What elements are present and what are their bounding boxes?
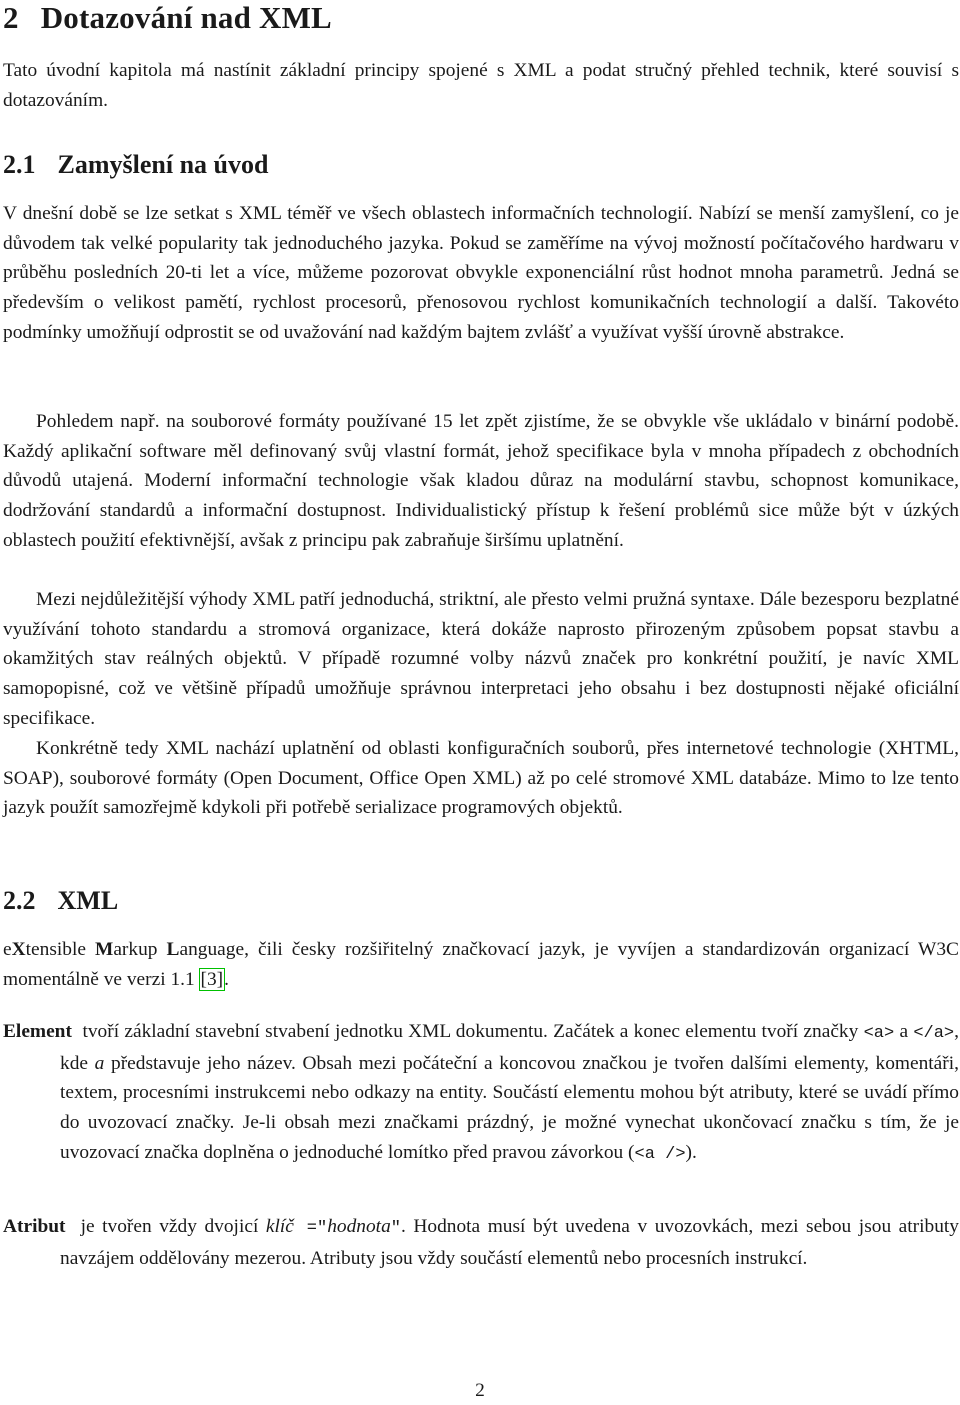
code-snippet: <a /> [634,1144,686,1164]
chapter-title: Dotazování nad XML [40,0,332,35]
section-heading-2-2 [3,886,118,916]
definition-element [3,1017,959,1170]
text-run: ). [685,1141,697,1163]
chapter-intro: Tato úvodní kapitola má nastínit základní principy spojené s XML a podat stručný přehled technik, které souvisí s dotazováním. [3,60,959,111]
text-run: . Hodnota musí být uvedena v uvozovkách, mezi sebou jsou atributy navzájem oddělovány mezerou. Atributy jsou vždy součástí elementů nebo procesních instrukcí. [60,1216,959,1269]
text-run-bold: L [166,939,180,960]
xml-definition-paragraph [3,935,959,994]
section-title: Zamyšlení na úvod [57,150,269,179]
paragraph-1: V dnešní době se lze setkat s XML téměř ve všech oblastech informačních technologií. Nabízí se menší zamyšlení, co je důvodem tak velké popularity tak jednoduchého jazyka. Pokud se zaměříme na vývoj možností počítačového hardwaru v průběhu posledních 20-ti let a více, můžeme pozorovat obvykle exponenciální růst hodnot mnoha parametrů. Jedná se především o velikost pamětí, rychlost procesorů, přenosovou rychlost komunikačních technologií a další. Takovéto podmínky umožňují odprostit se od uvažování nad každým bajtem zvlášť a využívat vyšší úrovně abstrakce. [3,203,959,343]
citation-link[interactable]: [3] [200,968,224,990]
variable-name: hodnota [327,1216,391,1237]
variable-name: klíč [265,1216,294,1237]
definition-element-body [3,1017,959,1170]
text-run: . [224,968,230,990]
text-run-bold: M [95,939,114,960]
text-run: e [3,939,12,960]
definition-term: Atribut [3,1216,66,1237]
text-run: tensible [25,939,95,960]
variable-name: a [94,1052,105,1074]
text-run: představuje jeho název. Obsah mezi počáteční a koncovou značkou je tvořen dalšími elementy, komentáři, textem, procesními instrukcemi nebo odkazy na entity. Součástí elementu mohou být atributy, které se uvádí přímo do uvozovací značky. Je-li obsah mezi značkami prázdný, je možné vynechat ukončovací značku s tím, že je uvozovací značka doplněna o jednoduché lomítko před pravou závorkou ( [60,1052,959,1163]
definition-attribute [3,1212,959,1273]
paragraph-4: Konkrétně tedy XML nachází uplatnění od oblasti konfiguračních souborů, přes internetové technologie (XHTML, SOAP), souborové formáty (Open Document, Office Open XML) až po celé stromové XML databáze. Mimo to lze tento jazyk použít samozřejmě kdykoli při potřebě serializace programových objektů. [3,738,959,819]
text-run: anguage, čili česky rozšiřitelný značkovací jazyk, je vyvíjen a standardizován organizací W3C momentálně ve verzi 1.1 [3,939,959,990]
paragraph-3: Mezi nejdůležitější výhody XML patří jednoduchá, striktní, ale přesto velmi pružná syntaxe. Dále bezesporu bezplatné využívání tohoto standardu a stromová organizace, která dokáže naprosto přirozeným způsobem popsat stavbu a okamžitých stav reálných objektů. V případě rozumné volby názvů značek pro konkrétní použití, je navíc XML samopopisné, což ve většině případů umožňuje správnou interpretaci jeho obsahu i bez dostupnosti nějaké oficiální specifikace. [3,589,959,729]
text-run: , kde [60,1021,959,1074]
code-snippet: " [390,1219,401,1238]
section-heading-2-1 [3,150,268,180]
page-number: 2 [475,1380,485,1401]
text-run: a [894,1021,914,1042]
definition-attribute-body [3,1212,959,1273]
definition-term: Element [3,1021,72,1042]
section-title: XML [57,886,119,915]
chapter-number: 2 [3,0,19,35]
code-snippet: </a> [913,1024,955,1043]
code-snippet: =" [293,1219,328,1238]
text-run-bold: X [11,939,26,960]
section-number: 2.1 [3,150,36,179]
text-run: tvoří základní stavební stvabení jednotku XML dokumentu. Začátek a konec elementu tvoří značky [82,1021,864,1042]
text-run: je tvořen vždy dvojicí [80,1216,266,1237]
chapter-heading [3,0,332,36]
section-number: 2.2 [3,886,36,915]
paragraph-2: Pohledem např. na souborové formáty používané 15 let zpět zjistíme, že se obvykle vše ukládalo v binární podobě. Každý aplikační software měl definovaný svůj vlastní formát, jehož specifikace byla v mnoha případech z obchodních důvodů utajená. Moderní informační technologie však kladou důraz na modulární stavbu, schopnost komunikace, dodržování standardů a informační dostupnost. Individualistický přístup k řešení problémů sice může být v úzkých oblastech použití efektivnější, avšak z principu pak zabraňuje širšímu uplatnění. [3,411,959,551]
code-snippet: <a> [863,1024,895,1043]
text-run: arkup [113,939,167,960]
